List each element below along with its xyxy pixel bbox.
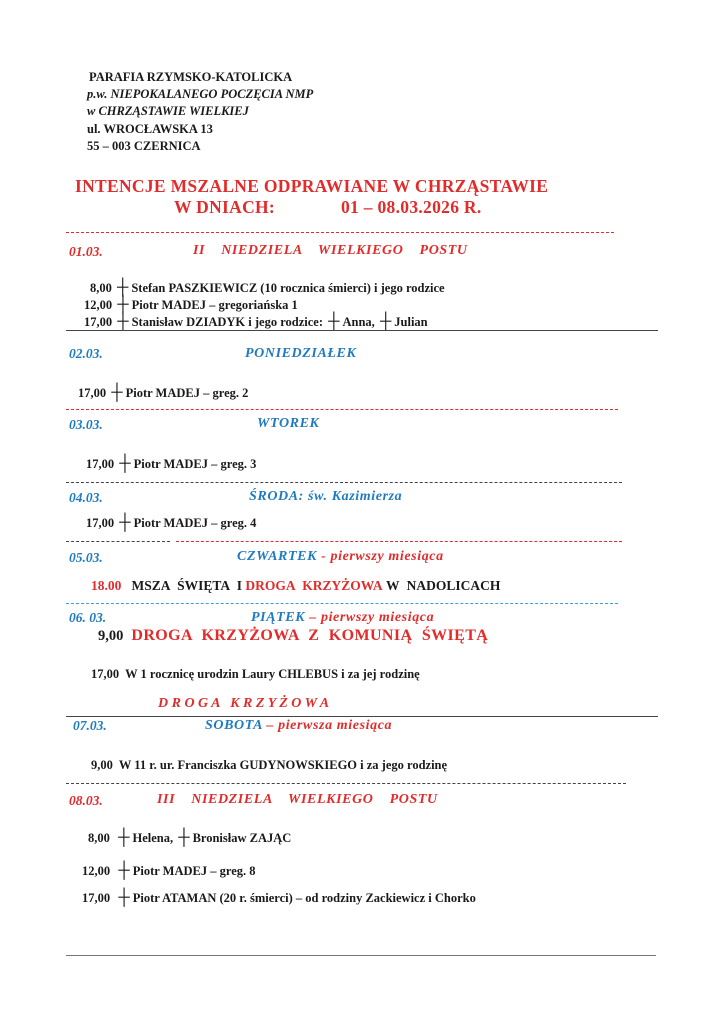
day-name: II NIEDZIELA WIELKIEGO POSTU xyxy=(193,243,468,258)
day-suffix: - pierwszy miesiąca xyxy=(317,549,444,564)
date-label: 03.03. xyxy=(69,417,103,432)
divider xyxy=(66,232,614,233)
cross-icon: ┼ xyxy=(117,313,129,330)
mass-time: 18.00 xyxy=(91,578,122,593)
date-label: 05.03. xyxy=(69,550,103,565)
divider xyxy=(66,330,658,331)
way-of-cross-note: D R O G A K R Z Y Ż O W A xyxy=(158,696,330,711)
mass-intention: W 11 r. ur. Franciszka GUDYNOWSKIEGO i za jego rodzinę xyxy=(118,758,448,772)
day-name: WTOREK xyxy=(257,416,320,431)
mass-intention: Bronisław ZAJĄC xyxy=(192,831,292,845)
mass-entry xyxy=(82,889,476,907)
mass-intention: DROGA KRZYŻOWA Z KOMUNIĄ ŚWIĘTĄ xyxy=(131,627,489,644)
page-title: INTENCJE MSZALNE ODPRAWIANE W CHRZĄSTAWIE xyxy=(75,176,549,196)
parish-street: ul. WROCŁAWSKA 13 xyxy=(87,122,213,136)
parish-postal: 55 – 003 CZERNICA xyxy=(87,139,201,153)
cross-icon: ┼ xyxy=(119,514,131,531)
cross-icon: ┼ xyxy=(119,455,131,472)
mass-time: 12,00 xyxy=(84,298,113,312)
cross-icon: ┼ xyxy=(111,384,123,401)
mass-time: 17,00 xyxy=(86,457,115,471)
mass-time: 8,00 xyxy=(88,831,110,845)
divider xyxy=(66,409,618,410)
cross-icon: ┼ xyxy=(178,829,190,846)
mass-intention: Piotr MADEJ – greg. 2 xyxy=(125,386,249,400)
cross-icon: ┼ xyxy=(379,313,392,330)
title-dates: 01 – 08.03.2026 R. xyxy=(341,197,482,217)
mass-time: 17,00 xyxy=(91,667,120,681)
mass-time: 12,00 xyxy=(82,864,111,878)
mass-intention: Piotr MADEJ – greg. 4 xyxy=(133,516,257,530)
date-label: 07.03. xyxy=(73,718,107,733)
mass-intention: W 1 rocznicę urodzin Laury CHLEBUS i za jej rodzinę xyxy=(125,667,420,681)
parish-dedication: p.w. NIEPOKALANEGO POCZĘCIA NMP xyxy=(87,87,314,101)
date-label: 04.03. xyxy=(69,490,103,505)
day-name: SOBOTA – pierwsza miesiąca xyxy=(205,718,393,733)
mass-intention: Anna, xyxy=(342,315,375,329)
cross-icon: ┼ xyxy=(118,889,130,906)
mass-time: 17,00 xyxy=(84,315,113,329)
mass-intention: MSZA ŚWIĘTA I xyxy=(131,578,243,593)
divider xyxy=(66,603,618,604)
cross-icon: ┼ xyxy=(118,862,130,879)
mass-intention-highlight: DROGA KRZYŻOWA xyxy=(245,578,383,593)
cross-icon: ┼ xyxy=(118,829,130,846)
mass-time: 9,00 xyxy=(98,628,124,644)
mass-intention: Stanisław DZIADYK i jego rodzice: xyxy=(131,315,324,329)
day-name: PIĄTEK – pierwszy miesiąca xyxy=(251,610,435,625)
mass-time: 8,00 xyxy=(90,281,112,295)
day-name: ŚRODA: św. Kazimierza xyxy=(249,489,403,504)
cross-icon: ┼ xyxy=(117,296,129,313)
divider xyxy=(66,482,622,483)
mass-entry xyxy=(86,514,256,532)
divider xyxy=(176,541,622,542)
parish-location: w CHRZĄSTAWIE WIELKIEJ xyxy=(87,104,249,118)
date-label: 02.03. xyxy=(69,346,103,361)
mass-intention: Piotr ATAMAN (20 r. śmierci) – od rodziny Zackiewicz i Chorko xyxy=(132,891,476,905)
mass-intention: Piotr MADEJ – gregoriańska 1 xyxy=(131,298,298,312)
date-label: 08.03. xyxy=(69,793,103,808)
mass-intention: Julian xyxy=(394,315,428,329)
day-suffix: – pierwszy miesiąca xyxy=(305,610,435,625)
date-label: 01.03. xyxy=(69,244,103,259)
mass-intention: W NADOLICACH xyxy=(385,578,501,593)
mass-time: 17,00 xyxy=(86,516,115,530)
cross-icon: ┼ xyxy=(117,279,129,296)
day-name: PONIEDZIAŁEK xyxy=(245,346,357,361)
title-dates-label: W DNIACH: xyxy=(174,197,276,217)
parish-name: PARAFIA RZYMSKO-KATOLICKA xyxy=(89,70,293,84)
mass-entry xyxy=(91,758,447,773)
mass-intention: Stefan PASZKIEWICZ (10 rocznica śmierci) i jego rodzice xyxy=(131,281,445,295)
mass-entry xyxy=(84,313,428,331)
mass-time: 17,00 xyxy=(78,386,107,400)
cross-icon: ┼ xyxy=(328,313,340,330)
divider xyxy=(66,716,658,717)
mass-entry xyxy=(91,667,420,682)
day-name: III NIEDZIELA WIELKIEGO POSTU xyxy=(157,792,438,807)
mass-entry xyxy=(78,384,248,402)
mass-intention: Piotr MADEJ – greg. 3 xyxy=(133,457,257,471)
mass-entry xyxy=(86,455,256,473)
day-suffix: – pierwsza miesiąca xyxy=(262,718,393,733)
mass-intention: Helena, xyxy=(132,831,174,845)
mass-entry xyxy=(88,829,291,847)
mass-time: 17,00 xyxy=(82,891,111,905)
divider xyxy=(66,955,656,956)
mass-entry xyxy=(82,862,256,880)
mass-intention: Piotr MADEJ – greg. 8 xyxy=(132,864,256,878)
date-label: 06. 03. xyxy=(69,610,107,625)
mass-entry xyxy=(90,279,445,297)
day-name: CZWARTEK - pierwszy miesiąca xyxy=(237,549,444,564)
mass-time: 9,00 xyxy=(91,758,113,772)
mass-entry xyxy=(98,627,488,645)
mass-entry xyxy=(91,578,500,594)
divider xyxy=(66,783,626,784)
divider xyxy=(66,541,170,542)
mass-entry xyxy=(84,296,298,314)
